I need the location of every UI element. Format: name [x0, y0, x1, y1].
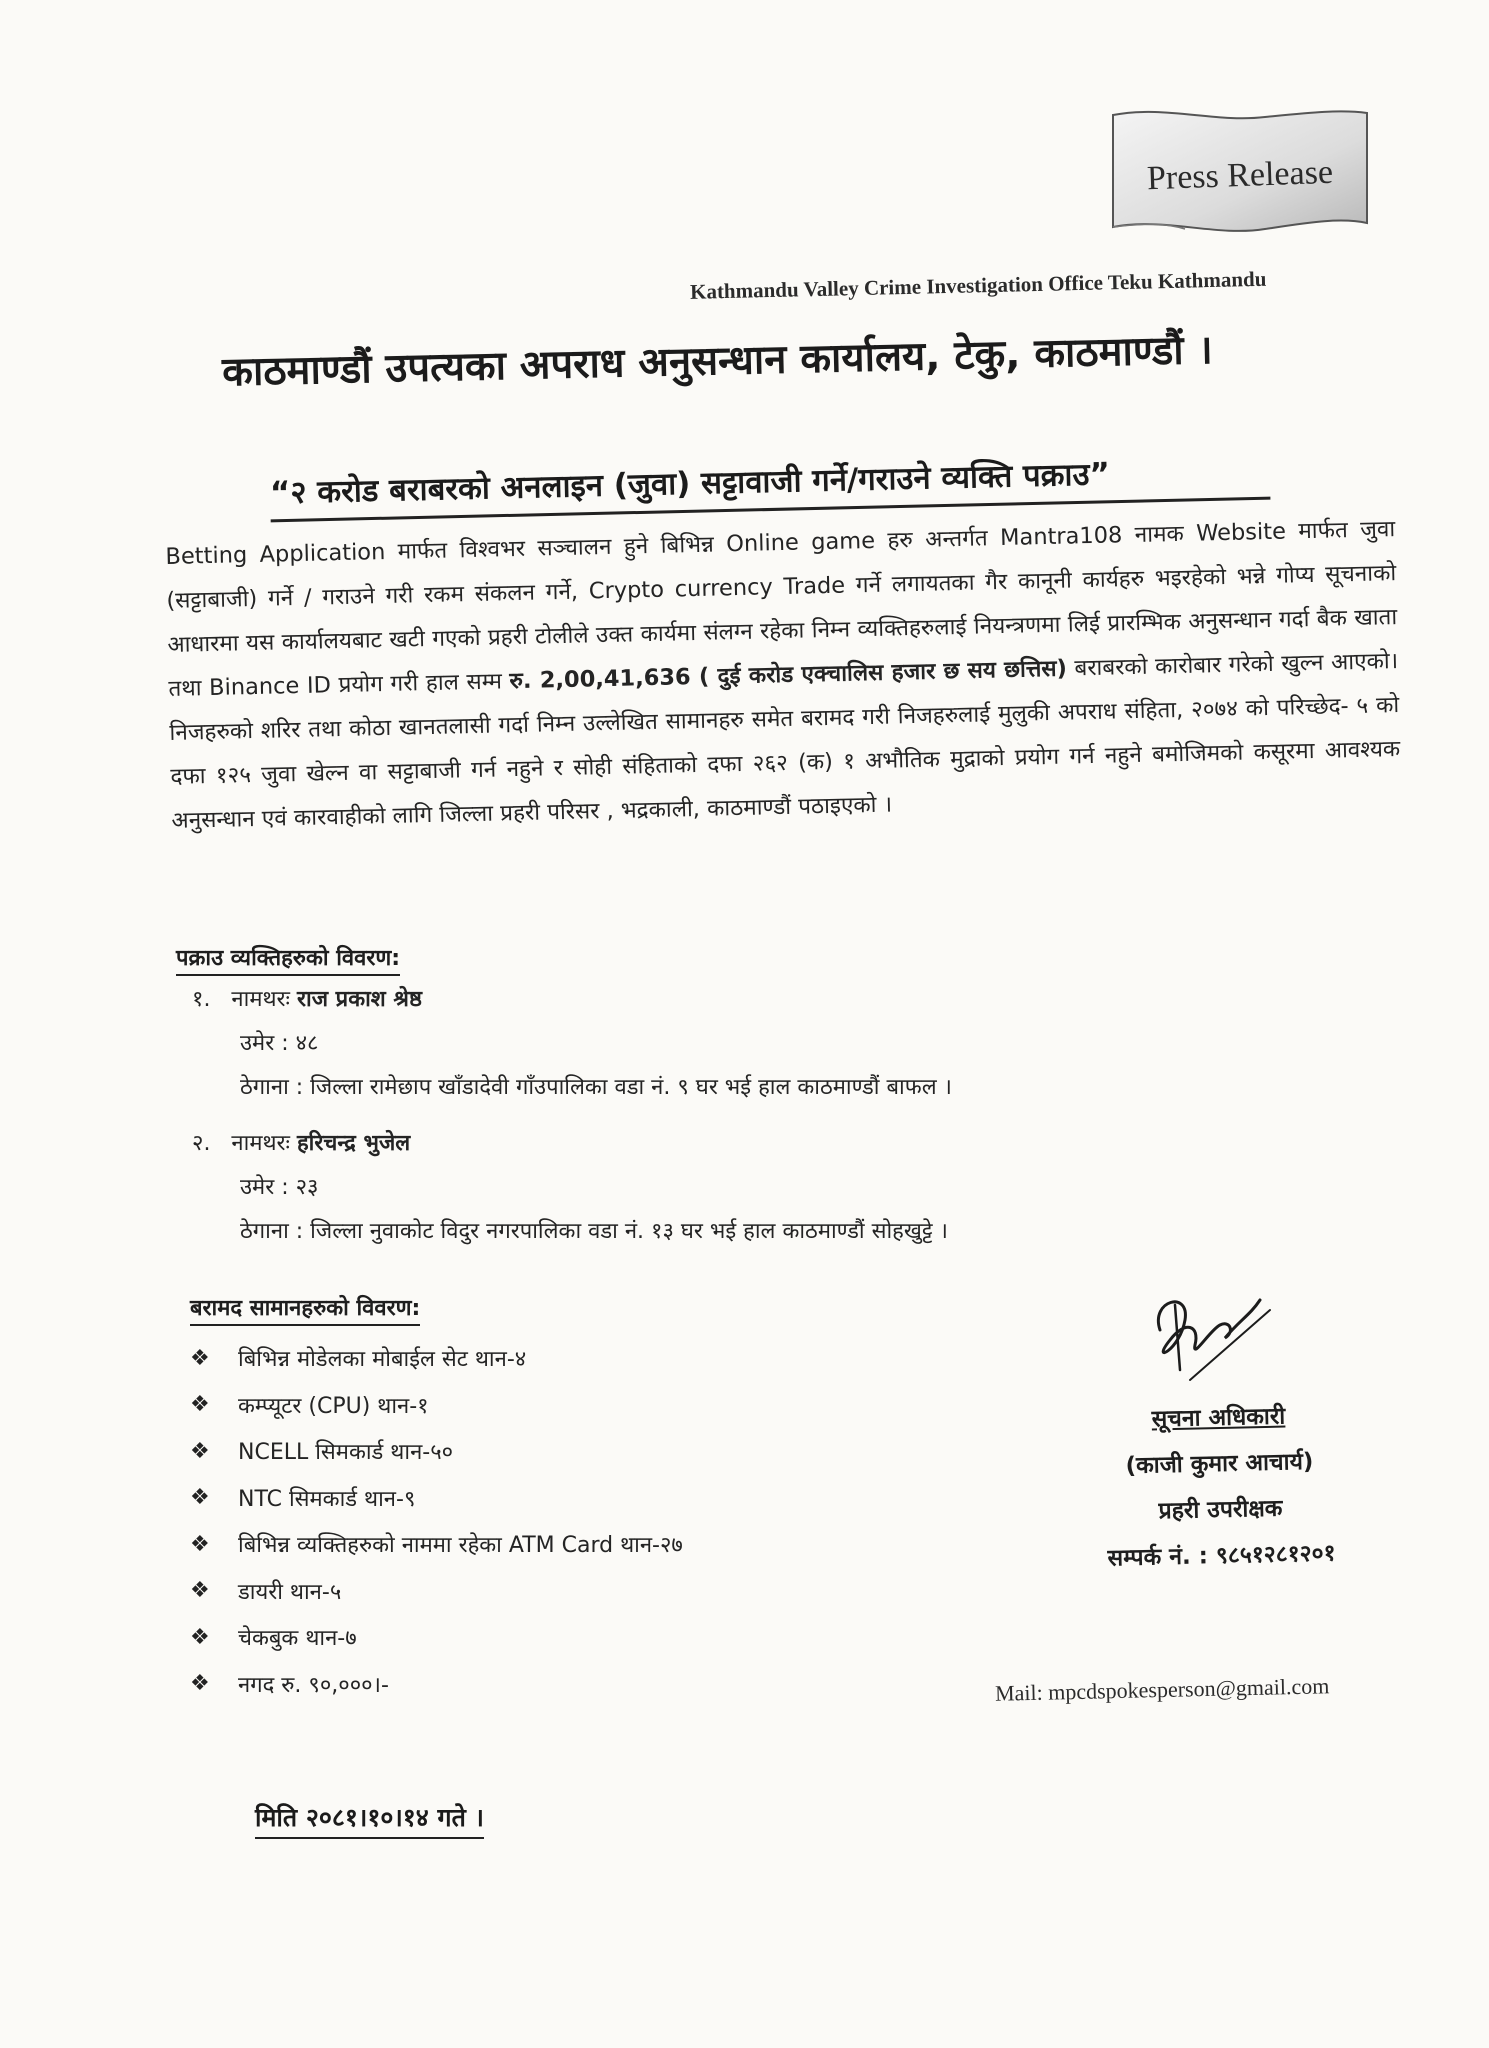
- person-2-name-label: नामथरः: [231, 1131, 290, 1156]
- signatory-contact: सम्पर्क नं. : ९८५१२८१२०१: [1107, 1540, 1336, 1572]
- body-part-2: बराबरको कारोबार गरेको खुल्न आएको। निजहरुको शरिर तथा कोठा खानतलासी गर्दा निम्न उल्लेखित सामानहरु समेत बरामद गरी निजहरुलाई मुलुकी अपराध संहिता, २०७४ को परिच्छेद- ५ को दफा १२५ जुवा खेल्न वा सट्टाबाजी गर्न नहुने र सोही संहिताको दफा २६२ (क) १ अभौतिक मुद्राको प्रयोग गर्न नहुने बमोजिमको कसूरमा आवश्यक अनुसन्धान एवं कारवाहीको लागि जिल्ला प्रहरी परिसर , भद्रकाली, काठमाण्डौं पठाइएको ।: [169, 648, 1401, 834]
- seized-items-list: [190, 1335, 890, 1707]
- person-2-name-line: [192, 1122, 948, 1166]
- list-item: [190, 1382, 890, 1429]
- seized-item-text: बिभिन्न व्यक्तिहरुको नाममा रहेका ATM Card थान-२७: [238, 1533, 683, 1559]
- seized-item-text: नगद रु. ९०,०००।-: [238, 1672, 389, 1698]
- list-item: [190, 1335, 890, 1382]
- diamond-bullet-icon: ❖: [190, 1485, 210, 1511]
- diamond-bullet-icon: ❖: [190, 1392, 210, 1418]
- diamond-bullet-icon: ❖: [190, 1624, 210, 1650]
- signature-icon: [1130, 1270, 1280, 1390]
- person-2-index: २.: [192, 1131, 211, 1156]
- person-1-age: उमेर : ४८: [240, 1031, 319, 1056]
- signatory-title: सूचना अधिकारी: [1151, 1403, 1286, 1433]
- person-2-age: उमेर : २३: [240, 1175, 319, 1200]
- diamond-bullet-icon: ❖: [190, 1671, 210, 1697]
- office-name-nepali: काठमाण्डौं उपत्यका अपराध अनुसन्धान कार्यालय, टेकु, काठमाण्डौं ।: [221, 327, 1214, 396]
- diamond-bullet-icon: ❖: [190, 1345, 210, 1371]
- press-release-banner: [1105, 105, 1375, 265]
- person-1-name-line: [192, 978, 952, 1022]
- diamond-bullet-icon: ❖: [190, 1531, 210, 1557]
- signatory-email: Mail: mpcdspokesperson@gmail.com: [994, 1673, 1330, 1706]
- body-paragraph: [165, 507, 1402, 843]
- seized-item-text: चेकबुक थान-७: [238, 1626, 357, 1652]
- list-item: [190, 1521, 890, 1568]
- person-2-address: ठेगाना : जिल्ला नुवाकोट विदुर नगरपालिका वडा नं. १३ घर भई हाल काठमाण्डौं सोहखुट्टे ।: [240, 1219, 948, 1244]
- seized-item-text: NCELL सिमकार्ड थान-५०: [238, 1440, 454, 1466]
- seized-item-text: कम्प्यूटर (CPU) थान-१: [238, 1393, 429, 1419]
- person-1-address: ठेगाना : जिल्ला रामेछाप खाँडादेवी गाँउपालिका वडा नं. ९ घर भई हाल काठमाण्डौं बाफल ।: [240, 1075, 952, 1100]
- seized-item-text: NTC सिमकार्ड थान-९: [238, 1486, 416, 1512]
- diamond-bullet-icon: ❖: [190, 1578, 210, 1604]
- person-1-index: १.: [192, 987, 211, 1012]
- banner-label: Press Release: [1146, 153, 1334, 198]
- release-date: मिति २०८१।१०।१४ गते ।: [255, 1800, 484, 1839]
- body-amount: रु. 2,00,41,636 ( दुई करोड एक्चालिस हजार छ सय छत्तिस): [509, 655, 1068, 695]
- seized-item-text: डायरी थान-५: [238, 1579, 342, 1605]
- person-2: [192, 1122, 948, 1254]
- arrested-section-title: पक्राउ व्यक्तिहरुको विवरण:: [176, 942, 400, 976]
- list-item: [190, 1475, 890, 1522]
- signatory-name: (काजी कुमार आचार्य): [1125, 1448, 1314, 1480]
- diamond-bullet-icon: ❖: [190, 1438, 210, 1464]
- list-item: [190, 1568, 890, 1615]
- office-name-english: Kathmandu Valley Crime Investigation Office Teku Kathmandu: [689, 266, 1267, 304]
- seized-section-title: बरामद सामानहरुको विवरण:: [190, 1292, 420, 1326]
- person-1-name-label: नामथरः: [231, 987, 290, 1012]
- body-part-1: Betting Application मार्फत विश्वभर सञ्चालन हुने बिभिन्न Online game हरु अन्तर्गत Mantra108 नामक Website मार्फत जुवा (सट्टाबाजी) गर्ने / गराउने गरी रकम संकलन गर्ने, Crypto currency Trade गर्ने लगायतका गैर कानूनी कार्यहरु भइरहेको भन्ने गोप्य सूचनाको आधारमा यस कार्यालयबाट खटी गएको प्रहरी टोलीले उक्त कार्यमा संलग्न रहेका निम्न व्यक्तिहरुलाई नियन्त्रणमा लिई प्रारम्भिक अनुसन्धान गर्दा बैक खाता तथा Binance ID प्रयोग गरी हाल सम्म: [165, 516, 1398, 702]
- list-item: [190, 1661, 890, 1708]
- signatory-block: [1018, 1390, 1422, 1583]
- person-1-name: राज प्रकाश श्रेष्ठ: [297, 987, 422, 1012]
- person-1: [192, 978, 952, 1110]
- seized-item-text: बिभिन्न मोडेलका मोबाईल सेट थान-४: [238, 1347, 527, 1373]
- person-2-name: हरिचन्द्र भुजेल: [297, 1131, 411, 1156]
- signatory-rank: प्रहरी उपरीक्षक: [1158, 1495, 1283, 1525]
- list-item: [190, 1428, 890, 1475]
- list-item: [190, 1614, 890, 1661]
- headline: “२ करोड बराबरको अनलाइन (जुवा) सट्टावाजी गर्ने/गराउने व्यक्ति पक्राउ”: [270, 449, 1271, 523]
